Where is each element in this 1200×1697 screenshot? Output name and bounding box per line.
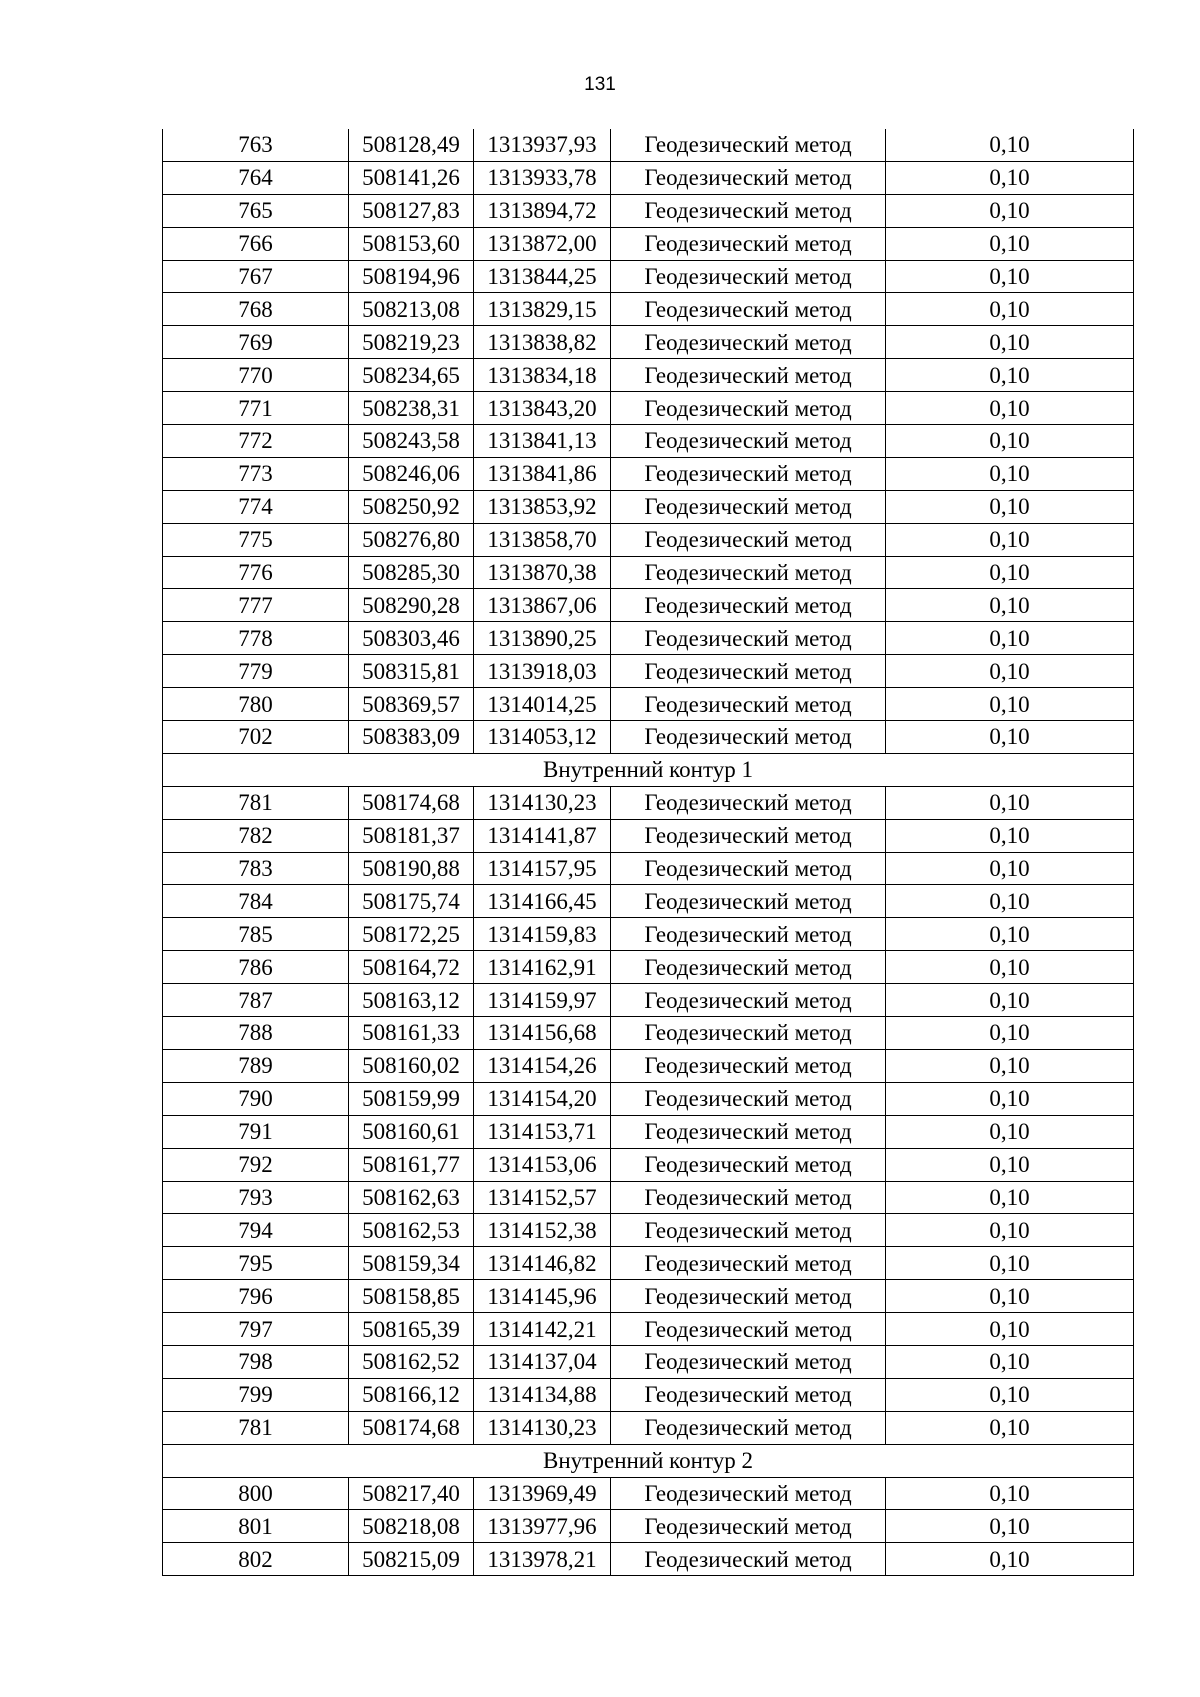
x-coordinate-cell: 508369,57 [349, 688, 474, 721]
y-coordinate-cell: 1313838,82 [474, 326, 611, 359]
point-number-cell: 763 [163, 129, 349, 161]
point-number-cell: 773 [163, 457, 349, 490]
x-coordinate-cell: 508219,23 [349, 326, 474, 359]
point-number-cell: 765 [163, 194, 349, 227]
method-cell: Геодезический метод [611, 129, 886, 161]
y-coordinate-cell: 1314137,04 [474, 1345, 611, 1378]
method-cell: Геодезический метод [611, 1477, 886, 1510]
accuracy-cell: 0,10 [886, 227, 1134, 260]
point-number-cell: 785 [163, 918, 349, 951]
accuracy-cell: 0,10 [886, 951, 1134, 984]
y-coordinate-cell: 1314153,71 [474, 1115, 611, 1148]
y-coordinate-cell: 1313894,72 [474, 194, 611, 227]
point-number-cell: 768 [163, 293, 349, 326]
x-coordinate-cell: 508174,68 [349, 786, 474, 819]
table-row [163, 161, 1134, 194]
table-row [163, 293, 1134, 326]
accuracy-cell: 0,10 [886, 1543, 1134, 1576]
y-coordinate-cell: 1314145,96 [474, 1280, 611, 1313]
point-number-cell: 782 [163, 819, 349, 852]
table-row [163, 1017, 1134, 1050]
section-header-row [163, 753, 1134, 786]
y-coordinate-cell: 1314152,57 [474, 1181, 611, 1214]
y-coordinate-cell: 1313937,93 [474, 129, 611, 161]
method-cell: Геодезический метод [611, 392, 886, 425]
y-coordinate-cell: 1313933,78 [474, 161, 611, 194]
accuracy-cell: 0,10 [886, 589, 1134, 622]
table-row [163, 786, 1134, 819]
point-number-cell: 780 [163, 688, 349, 721]
accuracy-cell: 0,10 [886, 556, 1134, 589]
y-coordinate-cell: 1314153,06 [474, 1148, 611, 1181]
accuracy-cell: 0,10 [886, 523, 1134, 556]
table-row [163, 392, 1134, 425]
table-row [163, 688, 1134, 721]
x-coordinate-cell: 508141,26 [349, 161, 474, 194]
point-number-cell: 801 [163, 1510, 349, 1543]
point-number-cell: 802 [163, 1543, 349, 1576]
y-coordinate-cell: 1313844,25 [474, 260, 611, 293]
table-row [163, 490, 1134, 523]
coordinates-table-body [163, 129, 1134, 1576]
table-row [163, 359, 1134, 392]
x-coordinate-cell: 508174,68 [349, 1411, 474, 1444]
method-cell: Геодезический метод [611, 293, 886, 326]
accuracy-cell: 0,10 [886, 1510, 1134, 1543]
x-coordinate-cell: 508303,46 [349, 622, 474, 655]
y-coordinate-cell: 1314152,38 [474, 1214, 611, 1247]
table-row [163, 523, 1134, 556]
table-row [163, 129, 1134, 161]
accuracy-cell: 0,10 [886, 1247, 1134, 1280]
accuracy-cell: 0,10 [886, 655, 1134, 688]
table-row [163, 589, 1134, 622]
point-number-cell: 790 [163, 1082, 349, 1115]
accuracy-cell: 0,10 [886, 392, 1134, 425]
method-cell: Геодезический метод [611, 951, 886, 984]
x-coordinate-cell: 508159,99 [349, 1082, 474, 1115]
y-coordinate-cell: 1313853,92 [474, 490, 611, 523]
method-cell: Геодезический метод [611, 194, 886, 227]
method-cell: Геодезический метод [611, 1148, 886, 1181]
point-number-cell: 793 [163, 1181, 349, 1214]
accuracy-cell: 0,10 [886, 721, 1134, 754]
x-coordinate-cell: 508217,40 [349, 1477, 474, 1510]
y-coordinate-cell: 1313969,49 [474, 1477, 611, 1510]
point-number-cell: 769 [163, 326, 349, 359]
x-coordinate-cell: 508181,37 [349, 819, 474, 852]
x-coordinate-cell: 508161,33 [349, 1017, 474, 1050]
x-coordinate-cell: 508166,12 [349, 1378, 474, 1411]
x-coordinate-cell: 508162,53 [349, 1214, 474, 1247]
y-coordinate-cell: 1314014,25 [474, 688, 611, 721]
accuracy-cell: 0,10 [886, 1115, 1134, 1148]
table-row [163, 1049, 1134, 1082]
y-coordinate-cell: 1313829,15 [474, 293, 611, 326]
method-cell: Геодезический метод [611, 1313, 886, 1346]
table-row [163, 1280, 1134, 1313]
accuracy-cell: 0,10 [886, 1313, 1134, 1346]
y-coordinate-cell: 1314157,95 [474, 852, 611, 885]
y-coordinate-cell: 1314162,91 [474, 951, 611, 984]
method-cell: Геодезический метод [611, 688, 886, 721]
point-number-cell: 771 [163, 392, 349, 425]
accuracy-cell: 0,10 [886, 425, 1134, 458]
accuracy-cell: 0,10 [886, 1049, 1134, 1082]
table-row [163, 1247, 1134, 1280]
accuracy-cell: 0,10 [886, 194, 1134, 227]
method-cell: Геодезический метод [611, 786, 886, 819]
x-coordinate-cell: 508158,85 [349, 1280, 474, 1313]
table-row [163, 655, 1134, 688]
accuracy-cell: 0,10 [886, 260, 1134, 293]
accuracy-cell: 0,10 [886, 1345, 1134, 1378]
table-row [163, 425, 1134, 458]
table-row [163, 457, 1134, 490]
table-row [163, 918, 1134, 951]
accuracy-cell: 0,10 [886, 1477, 1134, 1510]
method-cell: Геодезический метод [611, 1017, 886, 1050]
table-row [163, 1411, 1134, 1444]
y-coordinate-cell: 1314159,97 [474, 984, 611, 1017]
method-cell: Геодезический метод [611, 1345, 886, 1378]
y-coordinate-cell: 1313872,00 [474, 227, 611, 260]
table-row [163, 1510, 1134, 1543]
accuracy-cell: 0,10 [886, 1214, 1134, 1247]
x-coordinate-cell: 508243,58 [349, 425, 474, 458]
method-cell: Геодезический метод [611, 1411, 886, 1444]
section-title: Внутренний контур 1 [163, 753, 1134, 786]
table-row [163, 721, 1134, 754]
accuracy-cell: 0,10 [886, 1148, 1134, 1181]
y-coordinate-cell: 1314134,88 [474, 1378, 611, 1411]
accuracy-cell: 0,10 [886, 1280, 1134, 1313]
accuracy-cell: 0,10 [886, 1017, 1134, 1050]
x-coordinate-cell: 508164,72 [349, 951, 474, 984]
method-cell: Геодезический метод [611, 1543, 886, 1576]
x-coordinate-cell: 508383,09 [349, 721, 474, 754]
point-number-cell: 779 [163, 655, 349, 688]
x-coordinate-cell: 508290,28 [349, 589, 474, 622]
accuracy-cell: 0,10 [886, 819, 1134, 852]
y-coordinate-cell: 1314130,23 [474, 1411, 611, 1444]
table-row [163, 1345, 1134, 1378]
method-cell: Геодезический метод [611, 589, 886, 622]
point-number-cell: 778 [163, 622, 349, 655]
y-coordinate-cell: 1314142,21 [474, 1313, 611, 1346]
x-coordinate-cell: 508285,30 [349, 556, 474, 589]
table-row [163, 885, 1134, 918]
method-cell: Геодезический метод [611, 885, 886, 918]
x-coordinate-cell: 508162,63 [349, 1181, 474, 1214]
table-row [163, 1148, 1134, 1181]
x-coordinate-cell: 508218,08 [349, 1510, 474, 1543]
x-coordinate-cell: 508250,92 [349, 490, 474, 523]
section-header-row [163, 1444, 1134, 1477]
point-number-cell: 794 [163, 1214, 349, 1247]
method-cell: Геодезический метод [611, 819, 886, 852]
x-coordinate-cell: 508163,12 [349, 984, 474, 1017]
y-coordinate-cell: 1313841,86 [474, 457, 611, 490]
table-row [163, 227, 1134, 260]
y-coordinate-cell: 1314146,82 [474, 1247, 611, 1280]
coordinates-table [162, 129, 1134, 1576]
y-coordinate-cell: 1314156,68 [474, 1017, 611, 1050]
table-row [163, 1313, 1134, 1346]
x-coordinate-cell: 508160,02 [349, 1049, 474, 1082]
x-coordinate-cell: 508238,31 [349, 392, 474, 425]
x-coordinate-cell: 508172,25 [349, 918, 474, 951]
accuracy-cell: 0,10 [886, 622, 1134, 655]
table-row [163, 194, 1134, 227]
x-coordinate-cell: 508153,60 [349, 227, 474, 260]
section-title: Внутренний контур 2 [163, 1444, 1134, 1477]
accuracy-cell: 0,10 [886, 1411, 1134, 1444]
point-number-cell: 797 [163, 1313, 349, 1346]
x-coordinate-cell: 508246,06 [349, 457, 474, 490]
y-coordinate-cell: 1313834,18 [474, 359, 611, 392]
x-coordinate-cell: 508162,52 [349, 1345, 474, 1378]
method-cell: Геодезический метод [611, 1181, 886, 1214]
y-coordinate-cell: 1313870,38 [474, 556, 611, 589]
table-row [163, 819, 1134, 852]
table-row [163, 326, 1134, 359]
table-row [163, 1543, 1134, 1576]
y-coordinate-cell: 1313977,96 [474, 1510, 611, 1543]
point-number-cell: 776 [163, 556, 349, 589]
table-row [163, 622, 1134, 655]
method-cell: Геодезический метод [611, 161, 886, 194]
method-cell: Геодезический метод [611, 655, 886, 688]
method-cell: Геодезический метод [611, 1378, 886, 1411]
method-cell: Геодезический метод [611, 260, 886, 293]
point-number-cell: 783 [163, 852, 349, 885]
method-cell: Геодезический метод [611, 523, 886, 556]
accuracy-cell: 0,10 [886, 490, 1134, 523]
accuracy-cell: 0,10 [886, 359, 1134, 392]
y-coordinate-cell: 1314141,87 [474, 819, 611, 852]
x-coordinate-cell: 508194,96 [349, 260, 474, 293]
table-row [163, 1477, 1134, 1510]
method-cell: Геодезический метод [611, 1082, 886, 1115]
method-cell: Геодезический метод [611, 1049, 886, 1082]
y-coordinate-cell: 1314053,12 [474, 721, 611, 754]
point-number-cell: 774 [163, 490, 349, 523]
accuracy-cell: 0,10 [886, 786, 1134, 819]
method-cell: Геодезический метод [611, 721, 886, 754]
x-coordinate-cell: 508127,83 [349, 194, 474, 227]
table-row [163, 1214, 1134, 1247]
accuracy-cell: 0,10 [886, 984, 1134, 1017]
accuracy-cell: 0,10 [886, 129, 1134, 161]
y-coordinate-cell: 1313858,70 [474, 523, 611, 556]
y-coordinate-cell: 1314166,45 [474, 885, 611, 918]
table-row [163, 556, 1134, 589]
point-number-cell: 796 [163, 1280, 349, 1313]
y-coordinate-cell: 1314159,83 [474, 918, 611, 951]
table-row [163, 852, 1134, 885]
point-number-cell: 791 [163, 1115, 349, 1148]
y-coordinate-cell: 1314154,26 [474, 1049, 611, 1082]
point-number-cell: 702 [163, 721, 349, 754]
method-cell: Геодезический метод [611, 1510, 886, 1543]
y-coordinate-cell: 1313890,25 [474, 622, 611, 655]
method-cell: Геодезический метод [611, 622, 886, 655]
method-cell: Геодезический метод [611, 1247, 886, 1280]
accuracy-cell: 0,10 [886, 688, 1134, 721]
method-cell: Геодезический метод [611, 425, 886, 458]
y-coordinate-cell: 1314154,20 [474, 1082, 611, 1115]
point-number-cell: 792 [163, 1148, 349, 1181]
table-row [163, 1082, 1134, 1115]
accuracy-cell: 0,10 [886, 293, 1134, 326]
table-row [163, 260, 1134, 293]
accuracy-cell: 0,10 [886, 1378, 1134, 1411]
table-row [163, 951, 1134, 984]
x-coordinate-cell: 508215,09 [349, 1543, 474, 1576]
point-number-cell: 787 [163, 984, 349, 1017]
method-cell: Геодезический метод [611, 1115, 886, 1148]
x-coordinate-cell: 508213,08 [349, 293, 474, 326]
page-number: 131 [584, 74, 616, 95]
point-number-cell: 770 [163, 359, 349, 392]
x-coordinate-cell: 508190,88 [349, 852, 474, 885]
accuracy-cell: 0,10 [886, 161, 1134, 194]
point-number-cell: 799 [163, 1378, 349, 1411]
x-coordinate-cell: 508128,49 [349, 129, 474, 161]
point-number-cell: 772 [163, 425, 349, 458]
point-number-cell: 786 [163, 951, 349, 984]
method-cell: Геодезический метод [611, 556, 886, 589]
accuracy-cell: 0,10 [886, 918, 1134, 951]
point-number-cell: 788 [163, 1017, 349, 1050]
y-coordinate-cell: 1313918,03 [474, 655, 611, 688]
point-number-cell: 795 [163, 1247, 349, 1280]
x-coordinate-cell: 508175,74 [349, 885, 474, 918]
method-cell: Геодезический метод [611, 490, 886, 523]
table-row [163, 1115, 1134, 1148]
point-number-cell: 766 [163, 227, 349, 260]
point-number-cell: 777 [163, 589, 349, 622]
point-number-cell: 781 [163, 786, 349, 819]
y-coordinate-cell: 1313841,13 [474, 425, 611, 458]
table-row [163, 1181, 1134, 1214]
point-number-cell: 789 [163, 1049, 349, 1082]
point-number-cell: 800 [163, 1477, 349, 1510]
x-coordinate-cell: 508165,39 [349, 1313, 474, 1346]
y-coordinate-cell: 1314130,23 [474, 786, 611, 819]
x-coordinate-cell: 508276,80 [349, 523, 474, 556]
point-number-cell: 775 [163, 523, 349, 556]
x-coordinate-cell: 508159,34 [349, 1247, 474, 1280]
table-row [163, 1378, 1134, 1411]
method-cell: Геодезический метод [611, 457, 886, 490]
method-cell: Геодезический метод [611, 984, 886, 1017]
y-coordinate-cell: 1313843,20 [474, 392, 611, 425]
point-number-cell: 764 [163, 161, 349, 194]
method-cell: Геодезический метод [611, 359, 886, 392]
accuracy-cell: 0,10 [886, 885, 1134, 918]
method-cell: Геодезический метод [611, 852, 886, 885]
method-cell: Геодезический метод [611, 1214, 886, 1247]
accuracy-cell: 0,10 [886, 1181, 1134, 1214]
point-number-cell: 784 [163, 885, 349, 918]
accuracy-cell: 0,10 [886, 852, 1134, 885]
accuracy-cell: 0,10 [886, 457, 1134, 490]
point-number-cell: 767 [163, 260, 349, 293]
y-coordinate-cell: 1313867,06 [474, 589, 611, 622]
method-cell: Геодезический метод [611, 918, 886, 951]
x-coordinate-cell: 508234,65 [349, 359, 474, 392]
accuracy-cell: 0,10 [886, 326, 1134, 359]
y-coordinate-cell: 1313978,21 [474, 1543, 611, 1576]
x-coordinate-cell: 508161,77 [349, 1148, 474, 1181]
method-cell: Геодезический метод [611, 326, 886, 359]
x-coordinate-cell: 508315,81 [349, 655, 474, 688]
method-cell: Геодезический метод [611, 1280, 886, 1313]
point-number-cell: 798 [163, 1345, 349, 1378]
point-number-cell: 781 [163, 1411, 349, 1444]
table-row [163, 984, 1134, 1017]
x-coordinate-cell: 508160,61 [349, 1115, 474, 1148]
accuracy-cell: 0,10 [886, 1082, 1134, 1115]
method-cell: Геодезический метод [611, 227, 886, 260]
